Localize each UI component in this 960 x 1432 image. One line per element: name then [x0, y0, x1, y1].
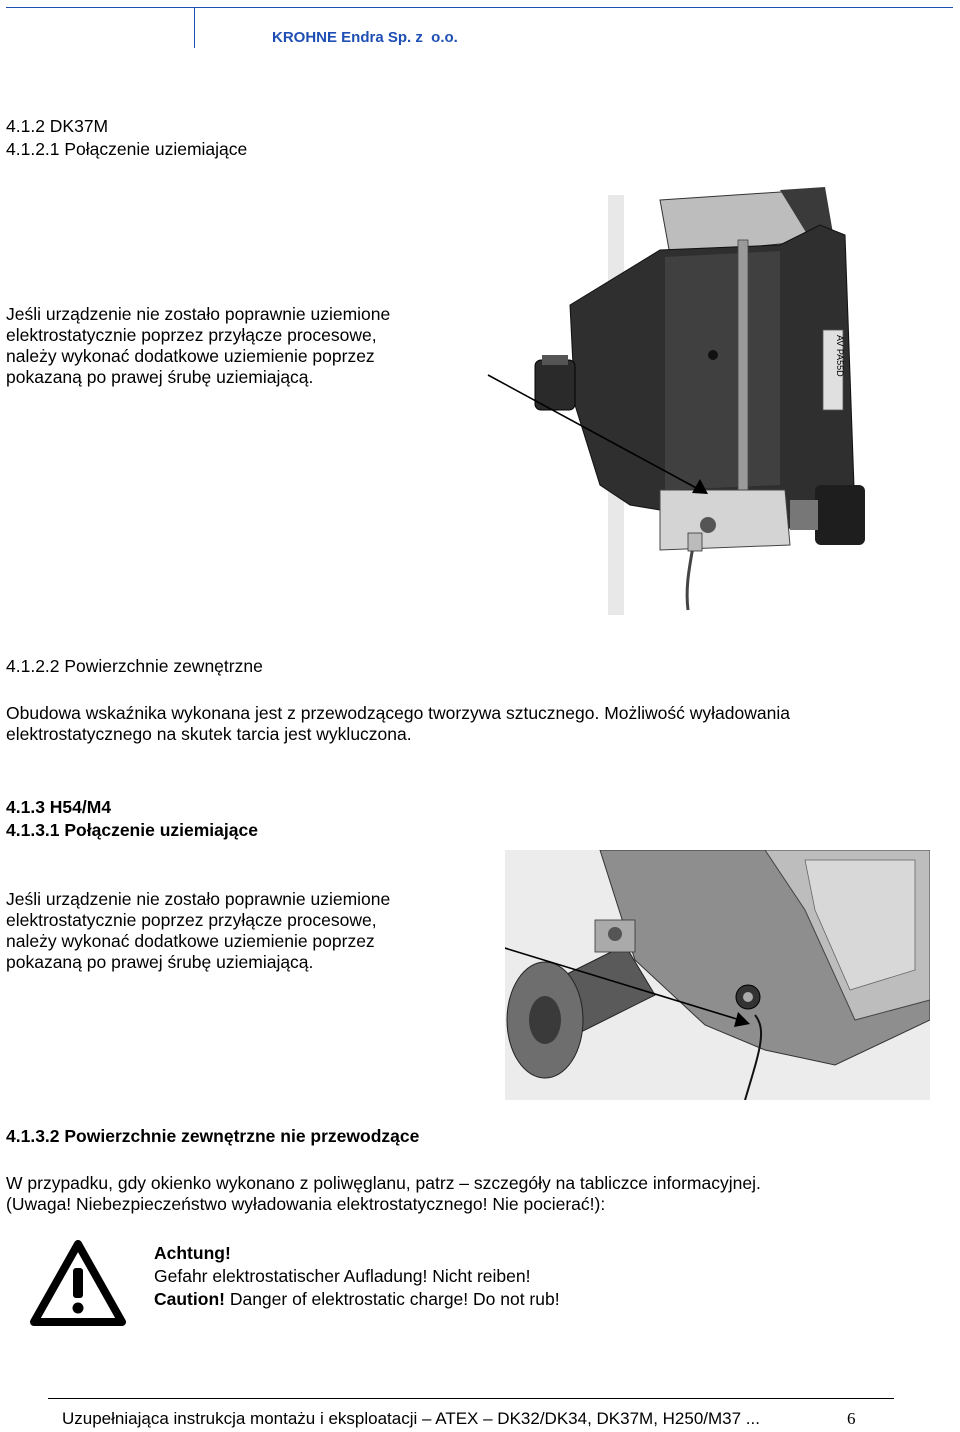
subsection-heading-4-1-2-1: 4.1.2.1 Połączenie uziemiające: [6, 139, 248, 159]
company-name: KROHNE Endra Sp. z o.o.: [272, 29, 458, 46]
text-line: Obudowa wskaźnika wykonana jest z przewodzącego tworzywa sztucznego. Możliwość wyładowania: [6, 703, 790, 723]
subsection-heading-4-1-2-2: 4.1.2.2 Powierzchnie zewnętrzne: [6, 656, 263, 676]
text-line: elektrostatycznie poprzez przyłącze procesowe,: [6, 325, 377, 345]
warning-label-de: Achtung!: [154, 1243, 231, 1263]
non-conductive-surfaces-paragraph: [6, 1173, 761, 1215]
section-heading-4-1-2: 4.1.2 DK37M: [6, 116, 109, 136]
footer-text: Uzupełniająca instrukcja montażu i eksploatacji – ATEX – DK32/DK34, DK37M, H250/M37 ...: [62, 1409, 760, 1428]
text-line: (Uwaga! Niebezpieczeństwo wyładowania elektrostatycznego! Nie pocierać!):: [6, 1194, 606, 1214]
text-line: W przypadku, gdy okienko wykonano z poliwęglanu, patrz – szczegóły na tabliczce informacyjnej.: [6, 1173, 761, 1193]
footer-rule: [48, 1398, 894, 1399]
grounding-paragraph-h54: [6, 889, 390, 973]
text-line: należy wykonać dodatkowe uziemienie poprzez: [6, 346, 375, 366]
text-line: elektrostatycznie poprzez przyłącze procesowe,: [6, 910, 377, 930]
warning-line-en: [154, 1288, 560, 1311]
section-heading-4-1-3: 4.1.3 H54/M4: [6, 797, 112, 817]
warning-triangle-icon: [30, 1240, 126, 1326]
text-line: Jeśli urządzenie nie zostało poprawnie uziemione: [6, 889, 391, 909]
subsection-heading-4-1-3-2: 4.1.3.2 Powierzchnie zewnętrzne nie przewodzące: [6, 1126, 420, 1146]
text-line: Jeśli urządzenie nie zostało poprawnie uziemione: [6, 304, 391, 324]
page-number: 6: [847, 1409, 856, 1428]
dk37m-device-photo: [480, 185, 885, 615]
text-line: pokazaną po prawej śrubę uziemiającą.: [6, 952, 314, 972]
warning-text-de: Gefahr elektrostatischer Aufladung! Nicht reiben!: [154, 1266, 531, 1286]
warning-label-en: Caution!: [154, 1289, 225, 1309]
device-plate-text: AV PA55D: [835, 335, 845, 377]
text-line: elektrostatycznego na skutek tarcia jest wykluczona.: [6, 724, 412, 744]
h54-device-photo: [505, 850, 930, 1100]
grounding-paragraph-dk37m: [6, 304, 390, 388]
text-line: pokazaną po prawej śrubę uziemiającą.: [6, 367, 314, 387]
external-surfaces-paragraph: [6, 703, 790, 745]
text-line: należy wykonać dodatkowe uziemienie poprzez: [6, 931, 375, 951]
header-left-rule: [6, 7, 194, 8]
subsection-heading-4-1-3-1: 4.1.3.1 Połączenie uziemiające: [6, 820, 258, 840]
warning-text-en: Danger of elektrostatic charge! Do not rub!: [224, 1289, 560, 1309]
warning-text-block: [154, 1242, 560, 1311]
